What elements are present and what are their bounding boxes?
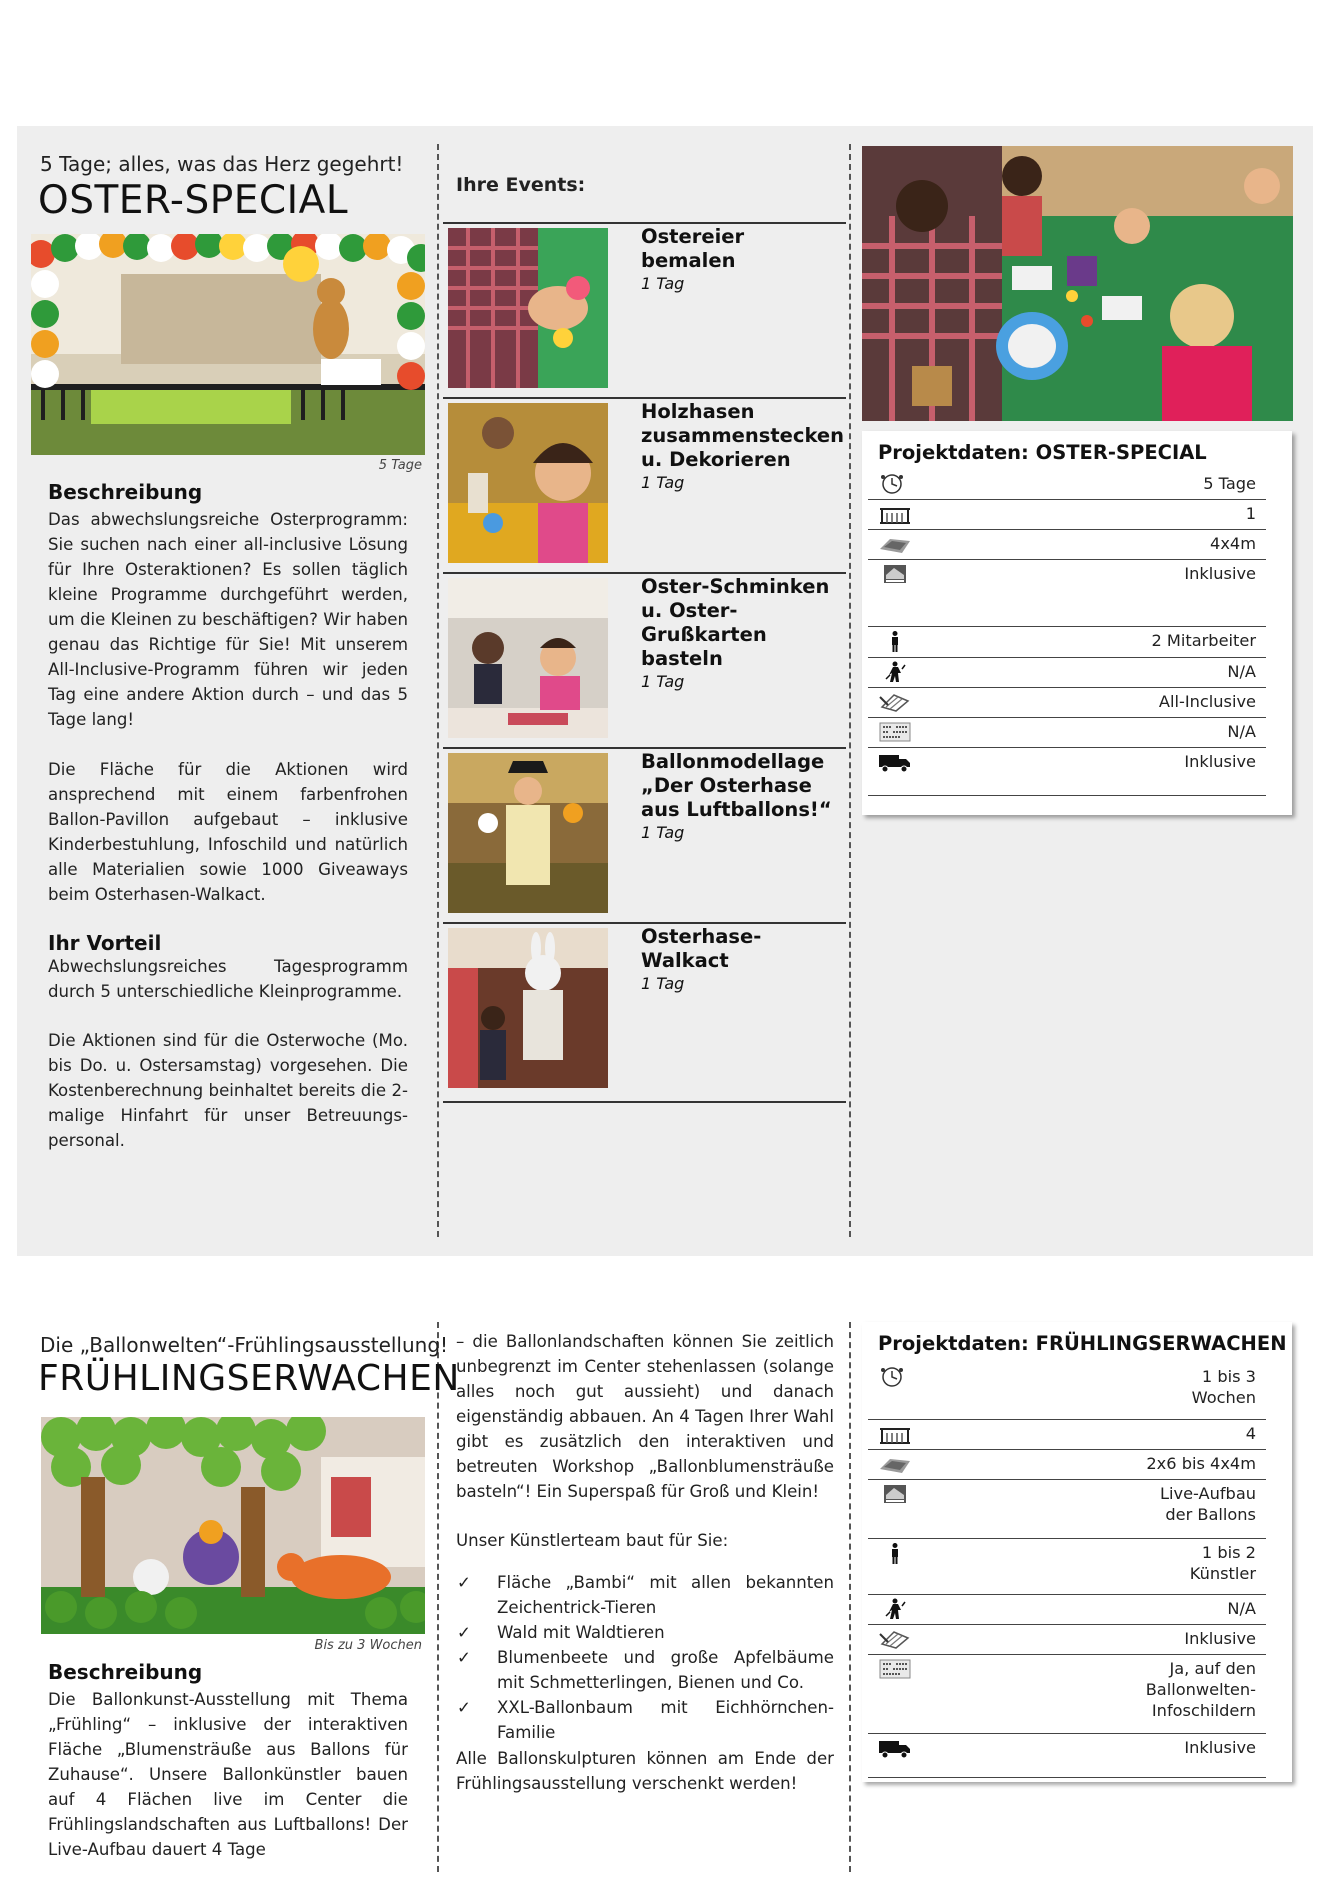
event-name: Holzhasen zusammenstecken u. Dekorieren bbox=[641, 400, 845, 471]
checklist-text: Blumenbeete und große Apfelbäume mit Schmetterlingen, Bienen und Co. bbox=[497, 1648, 834, 1692]
project-row-value: N/A bbox=[1227, 662, 1256, 681]
checkmark-icon: ✓ bbox=[457, 1648, 471, 1667]
fruehling-title: FRÜHLINGSERWACHEN bbox=[38, 1358, 460, 1399]
area-size-icon bbox=[878, 1453, 912, 1475]
fruehling-balloon-forest-photo bbox=[41, 1417, 425, 1634]
project-row bbox=[868, 660, 1266, 688]
fruehling-closing-text: Alle Ballonskulpturen können am Ende der Frühlingsausstellung verschenkt werden! bbox=[456, 1749, 834, 1793]
project-row-value: N/A bbox=[1227, 1599, 1256, 1618]
truck-icon bbox=[878, 751, 912, 773]
project-row bbox=[868, 1482, 1266, 1539]
checklist-text: XXL-Ballonbaum mit Eichhörnchen-Familie bbox=[497, 1698, 834, 1742]
fruehling-subtitle: Die „Ballonwelten“-Frühlingsausstellung! bbox=[40, 1333, 449, 1357]
column-divider bbox=[437, 144, 439, 1237]
event-item-schminken bbox=[443, 572, 846, 749]
project-row bbox=[868, 562, 1266, 627]
events-heading: Ihre Events: bbox=[456, 174, 586, 196]
project-row-value: N/A bbox=[1227, 722, 1256, 741]
checklist-text: Fläche „Bambi“ mit allen bekannten Zeichentrick-Tieren bbox=[497, 1573, 834, 1617]
event-photo bbox=[448, 928, 608, 1088]
events-list-end-line bbox=[443, 1101, 846, 1103]
project-row bbox=[868, 750, 1266, 796]
material-icon bbox=[878, 691, 912, 713]
checklist-item bbox=[456, 1620, 834, 1645]
event-duration: 1 Tag bbox=[641, 473, 685, 492]
event-item-ostereier bbox=[443, 222, 846, 399]
oster-kids-painting-photo bbox=[862, 146, 1293, 421]
event-name: Oster-Schminken u. Oster-Grußkarten basteln bbox=[641, 575, 830, 670]
project-row bbox=[868, 1422, 1266, 1450]
project-row-value: Inklusive bbox=[1184, 1738, 1256, 1757]
oster-advantage-heading: Ihr Vorteil bbox=[48, 931, 162, 955]
checklist-text: Wald mit Waldtieren bbox=[497, 1623, 665, 1642]
checklist-item bbox=[456, 1570, 834, 1620]
project-row bbox=[868, 629, 1266, 658]
material-icon bbox=[878, 1628, 912, 1650]
project-row bbox=[868, 532, 1266, 560]
clock-icon bbox=[878, 1366, 912, 1388]
column-divider bbox=[849, 144, 851, 1237]
setup-icon bbox=[878, 563, 912, 585]
costume-icon bbox=[878, 1598, 912, 1620]
project-row-value: Ja, auf den Ballonwelten-Infoschildern bbox=[1145, 1659, 1256, 1720]
fruehling-description-text: Die Ballonkunst-Ausstellung mit Thema „Frühling“ – inklusive der interaktiven Fläche „Blumensträuße aus Ballons für Zuhause“. Unsere Ballonkünstler bauen auf 4 Flächen live im Center die Frühlingslandschaften aus Luftballons! Der Live-Aufbau dauert 4 Tage bbox=[48, 1690, 408, 1859]
person-icon bbox=[878, 630, 912, 652]
oster-description-text: Das abwechslungsreiche Osterprogramm: Sie suchen nach einer all-inclusive Lösung für Ihre Osteraktionen? Es sollen täglich kleine Programme durchgeführt werden, um die Kleinen zu beschäftigen? Wir haben genau das Richtige für Sie! Mit unserem All-Inclusive-Programm führen wir jeden Tag eine andere Aktion durch – und das 5 Tage lang! bbox=[48, 510, 408, 729]
oster-advantage-text: Abwechslungsreiches Tagesprogramm durch 5 unterschiedliche Kleinprogramme. bbox=[48, 957, 408, 1001]
project-row-value: Inklusive bbox=[1184, 1629, 1256, 1648]
event-photo bbox=[448, 578, 608, 738]
oster-balloon-pavilion-photo bbox=[31, 234, 425, 455]
event-duration: 1 Tag bbox=[641, 274, 685, 293]
event-photo bbox=[448, 228, 608, 388]
project-row bbox=[868, 1541, 1266, 1595]
event-duration: 1 Tag bbox=[641, 672, 685, 691]
fruehling-checklist bbox=[456, 1570, 834, 1745]
project-row-value: 1 bis 3 Wochen bbox=[1191, 1367, 1256, 1407]
event-name: Ostereier bemalen bbox=[641, 225, 745, 272]
project-row bbox=[868, 1657, 1266, 1734]
project-row bbox=[868, 472, 1266, 500]
project-row bbox=[868, 1365, 1266, 1420]
project-row bbox=[868, 1597, 1266, 1625]
project-row bbox=[868, 502, 1266, 530]
oster-project-data-box bbox=[862, 431, 1292, 815]
event-item-ballonmodellage bbox=[443, 747, 846, 924]
fruehling-photo-caption: Bis zu 3 Wochen bbox=[314, 1638, 422, 1653]
area-count-icon bbox=[878, 503, 912, 525]
project-row-value: 4x4m bbox=[1210, 534, 1256, 553]
event-item-walkact bbox=[443, 922, 846, 1099]
project-row-value: All-Inclusive bbox=[1158, 692, 1256, 711]
setup-icon bbox=[878, 1483, 912, 1505]
project-row bbox=[868, 690, 1266, 718]
event-name: Ballonmodellage „Der Osterhase aus Luftballons!“ bbox=[641, 750, 832, 821]
event-photo bbox=[448, 753, 608, 913]
checklist-item bbox=[456, 1695, 834, 1745]
project-row-value: 1 bis 2 Künstler bbox=[1189, 1543, 1256, 1583]
person-icon bbox=[878, 1542, 912, 1564]
project-data-title: Projektdaten: OSTER-SPECIAL bbox=[878, 441, 1207, 464]
oster-subtitle: 5 Tage; alles, was das Herz gegehrt! bbox=[40, 152, 404, 176]
project-row-value: 5 Tage bbox=[1203, 474, 1256, 493]
event-duration: 1 Tag bbox=[641, 974, 685, 993]
event-name: Osterhase-Walkact bbox=[641, 925, 762, 972]
clock-icon bbox=[878, 473, 912, 495]
event-item-holzhasen bbox=[443, 397, 846, 574]
project-data-title: Projektdaten: FRÜHLINGSERWACHEN bbox=[878, 1332, 1287, 1355]
fruehling-description-heading: Beschreibung bbox=[48, 1660, 203, 1684]
project-row-value: 1 bbox=[1245, 504, 1256, 523]
oster-description-heading: Beschreibung bbox=[48, 480, 203, 504]
oster-advantage-text-2: Die Aktionen sind für die Osterwoche (Mo. bis Do. u. Ostersamstag) vorgesehen. Die Kostenberechnung beinhaltet bereits die 2-malige Hinfahrt für unser Betreuungs-personal. bbox=[48, 1031, 408, 1150]
oster-description-text-2: Die Fläche für die Aktionen wird ansprechend mit einem farbenfrohen Ballon-Pavillon aufgebaut – inklusive Kinderbestuhlung, Infoschild und natürlich alle Materialien sowie 1000 Giveaways beim Osterhasen-Walkact. bbox=[48, 760, 408, 904]
project-row-value: Inklusive bbox=[1184, 752, 1256, 771]
event-duration: 1 Tag bbox=[641, 823, 685, 842]
project-row-value: Inklusive bbox=[1184, 564, 1256, 583]
checkmark-icon: ✓ bbox=[457, 1698, 471, 1717]
event-photo bbox=[448, 403, 608, 563]
checklist-item bbox=[456, 1645, 834, 1695]
area-count-icon bbox=[878, 1423, 912, 1445]
project-row-value: Live-Aufbau der Ballons bbox=[1159, 1484, 1256, 1524]
fruehling-project-data-box bbox=[862, 1322, 1292, 1782]
logo-icon bbox=[878, 721, 912, 743]
project-row-value: 2 Mitarbeiter bbox=[1151, 631, 1256, 650]
logo-icon bbox=[878, 1658, 912, 1680]
fruehling-description-continued: – die Ballonlandschaften können Sie zeitlich unbegrenzt im Center stehenlassen (solange alles noch gut aussieht) und danach eigenständig abbauen. An 4 Tagen Ihrer Wahl gibt es zusätzlich den interaktiven und betreuten Workshop „Ballonblumensträuße basteln“! Ein Superspaß für Groß und Klein! bbox=[456, 1332, 834, 1501]
project-row bbox=[868, 1736, 1266, 1778]
project-row bbox=[868, 1452, 1266, 1480]
project-row-value: 2x6 bis 4x4m bbox=[1146, 1454, 1256, 1473]
truck-icon bbox=[878, 1737, 912, 1759]
area-size-icon bbox=[878, 533, 912, 555]
column-divider bbox=[849, 1322, 851, 1872]
project-row bbox=[868, 1627, 1266, 1655]
fruehling-team-intro: Unser Künstlerteam baut für Sie: bbox=[456, 1531, 729, 1550]
project-row bbox=[868, 720, 1266, 748]
checkmark-icon: ✓ bbox=[457, 1573, 471, 1592]
project-row-value: 4 bbox=[1245, 1424, 1256, 1443]
costume-icon bbox=[878, 661, 912, 683]
checkmark-icon: ✓ bbox=[457, 1623, 471, 1642]
column-divider bbox=[437, 1322, 439, 1872]
oster-title: OSTER-SPECIAL bbox=[38, 178, 349, 223]
oster-photo-caption: 5 Tage bbox=[378, 458, 422, 473]
